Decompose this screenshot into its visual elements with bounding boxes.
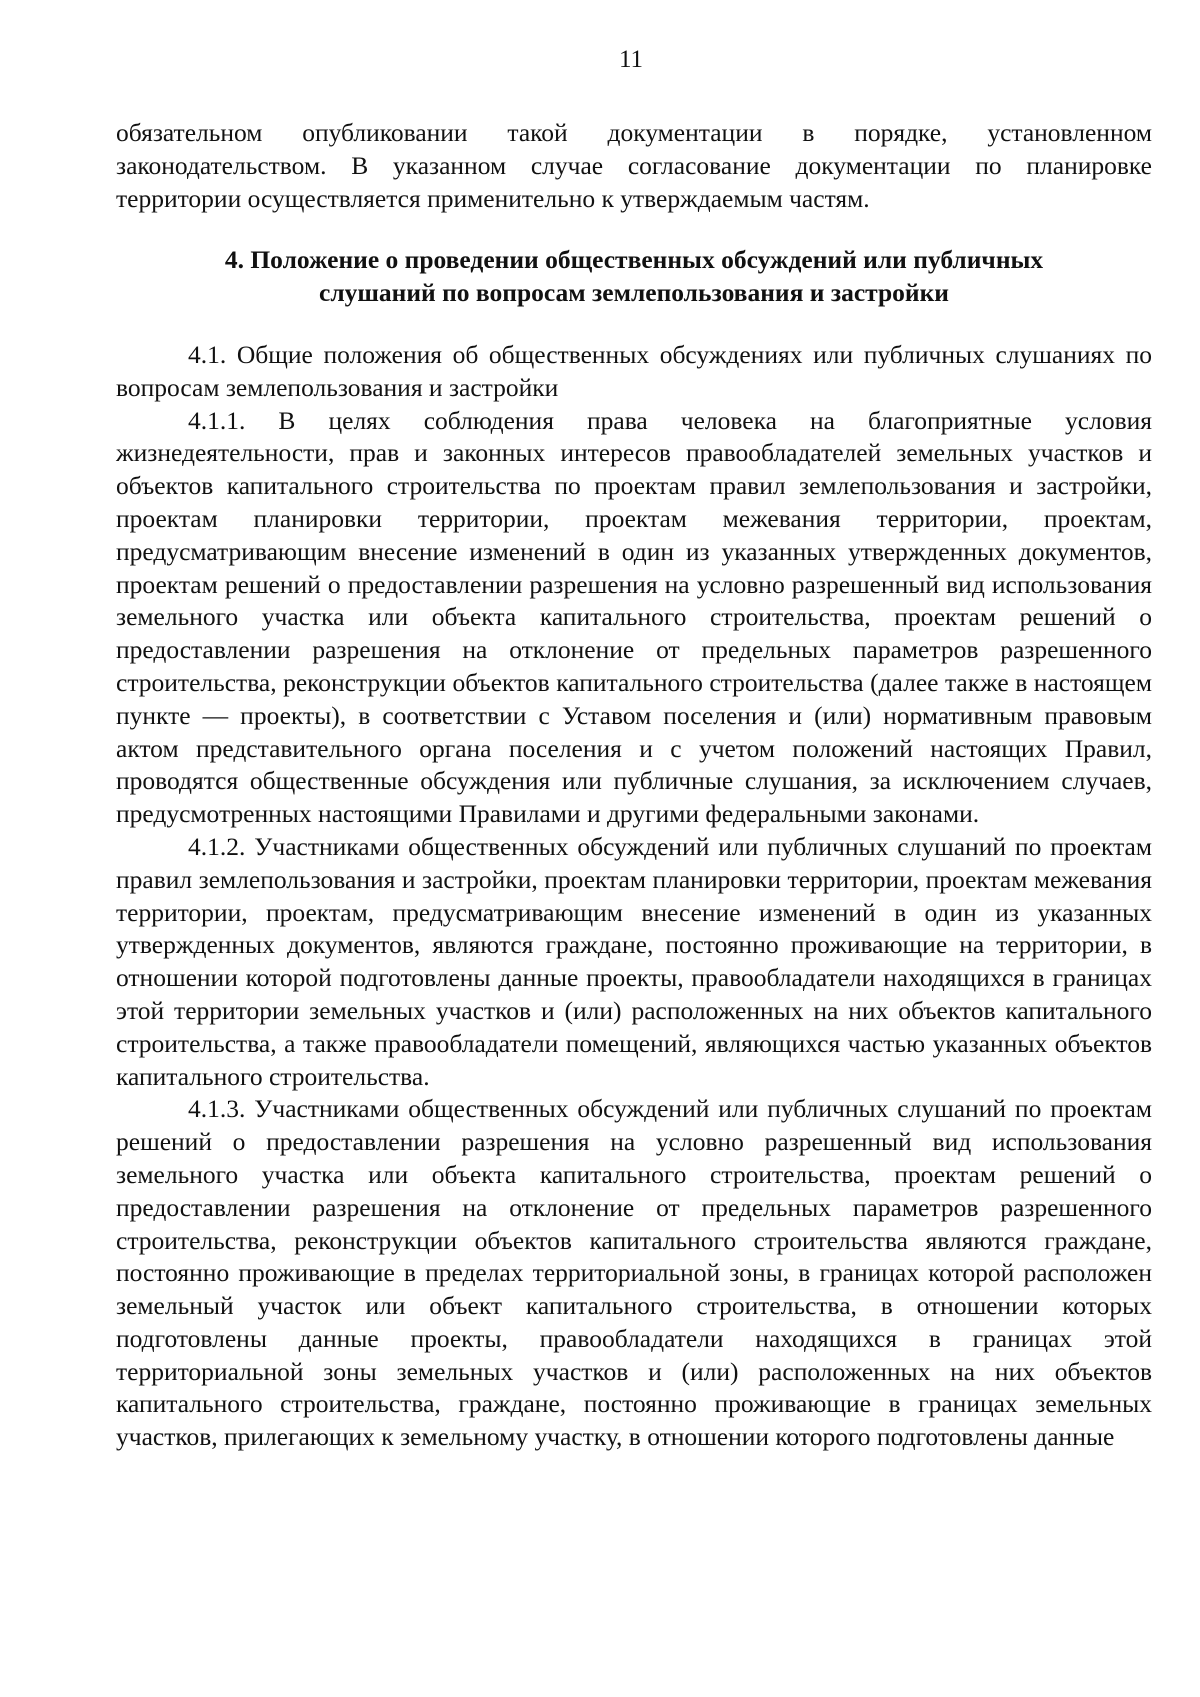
section-heading	[116, 244, 1152, 310]
page-number: 11	[618, 46, 644, 73]
document-body	[116, 117, 1152, 1454]
paragraph-4-1-2: 4.1.2. Участниками общественных обсуждений или публичных слушаний по проектам правил землепользования и застройки, проектам планировки территории, проектам межевания территории, проектам, предусматривающим внесение изменений в один из указанных утвержденных документов, являются граждане, постоянно проживающие на территории, в отношении которой подготовлены данные проекты, правообладатели находящихся в границах этой территории земельных участков и (или) расположенных на них объектов капитального строительства, а также правообладатели помещений, являющихся частью указанных объектов капитального строительства.	[116, 831, 1152, 1091]
intro-paragraph: обязательном опубликовании такой документации в порядке, установленном законодательством. В указанном случае согласование документации по планировке территории осуществляется применительно к утверждаемым частям.	[116, 118, 1152, 213]
paragraph-4-1: 4.1. Общие положения об общественных обсуждениях или публичных слушаниях по вопросам землепользования и застройки	[116, 339, 1152, 402]
paragraph-4-1-3: 4.1.3. Участниками общественных обсуждений или публичных слушаний по проектам решений о предоставлении разрешения на условно разрешенный вид использования земельного участка или объекта капитального строительства, проектам решений о предоставлении разрешения на отклонение от предельных параметров разрешенного строительства, реконструкции объектов капитального строительства являются граждане, постоянно проживающие в пределах территориальной зоны, в границах которой расположен земельный участок или объект капитального строительства, в отношении которых подготовлены данные проекты, правообладатели находящихся в границах этой территориальной зоны земельных участков и (или) расположенных на них объектов капитального строительства, граждане, постоянно проживающие в границах земельных участков, прилегающих к земельному участку, в отношении которого подготовлены данные	[116, 1094, 1152, 1452]
section-heading-line-1: 4. Положение о проведении общественных обсуждений или публичных	[224, 245, 1044, 275]
paragraph-4-1-1: 4.1.1. В целях соблюдения права человека на благоприятные условия жизнедеятельности, прав и законных интересов правообладателей земельных участков и объектов капитального строительства по проектам правил землепользования и застройки, проектам планировки территории, проектам межевания территории, проектам, предусматривающим внесение изменений в один из указанных утвержденных документов, проектам решений о предоставлении разрешения на условно разрешенный вид использования земельного участка или объекта капитального строительства, проектам решений о предоставлении разрешения на отклонение от предельных параметров разрешенного строительства, реконструкции объектов капитального строительства (далее также в настоящем пункте — проекты), в соответствии с Уставом поселения и (или) нормативным правовым актом представительного органа поселения и с учетом положений настоящих Правил, проводятся общественные обсуждения или публичные слушания, за исключением случаев, предусмотренных настоящими Правилами и другими федеральными законами.	[116, 405, 1152, 829]
section-heading-line-2: слушаний по вопросам землепользования и застройки	[319, 278, 949, 308]
